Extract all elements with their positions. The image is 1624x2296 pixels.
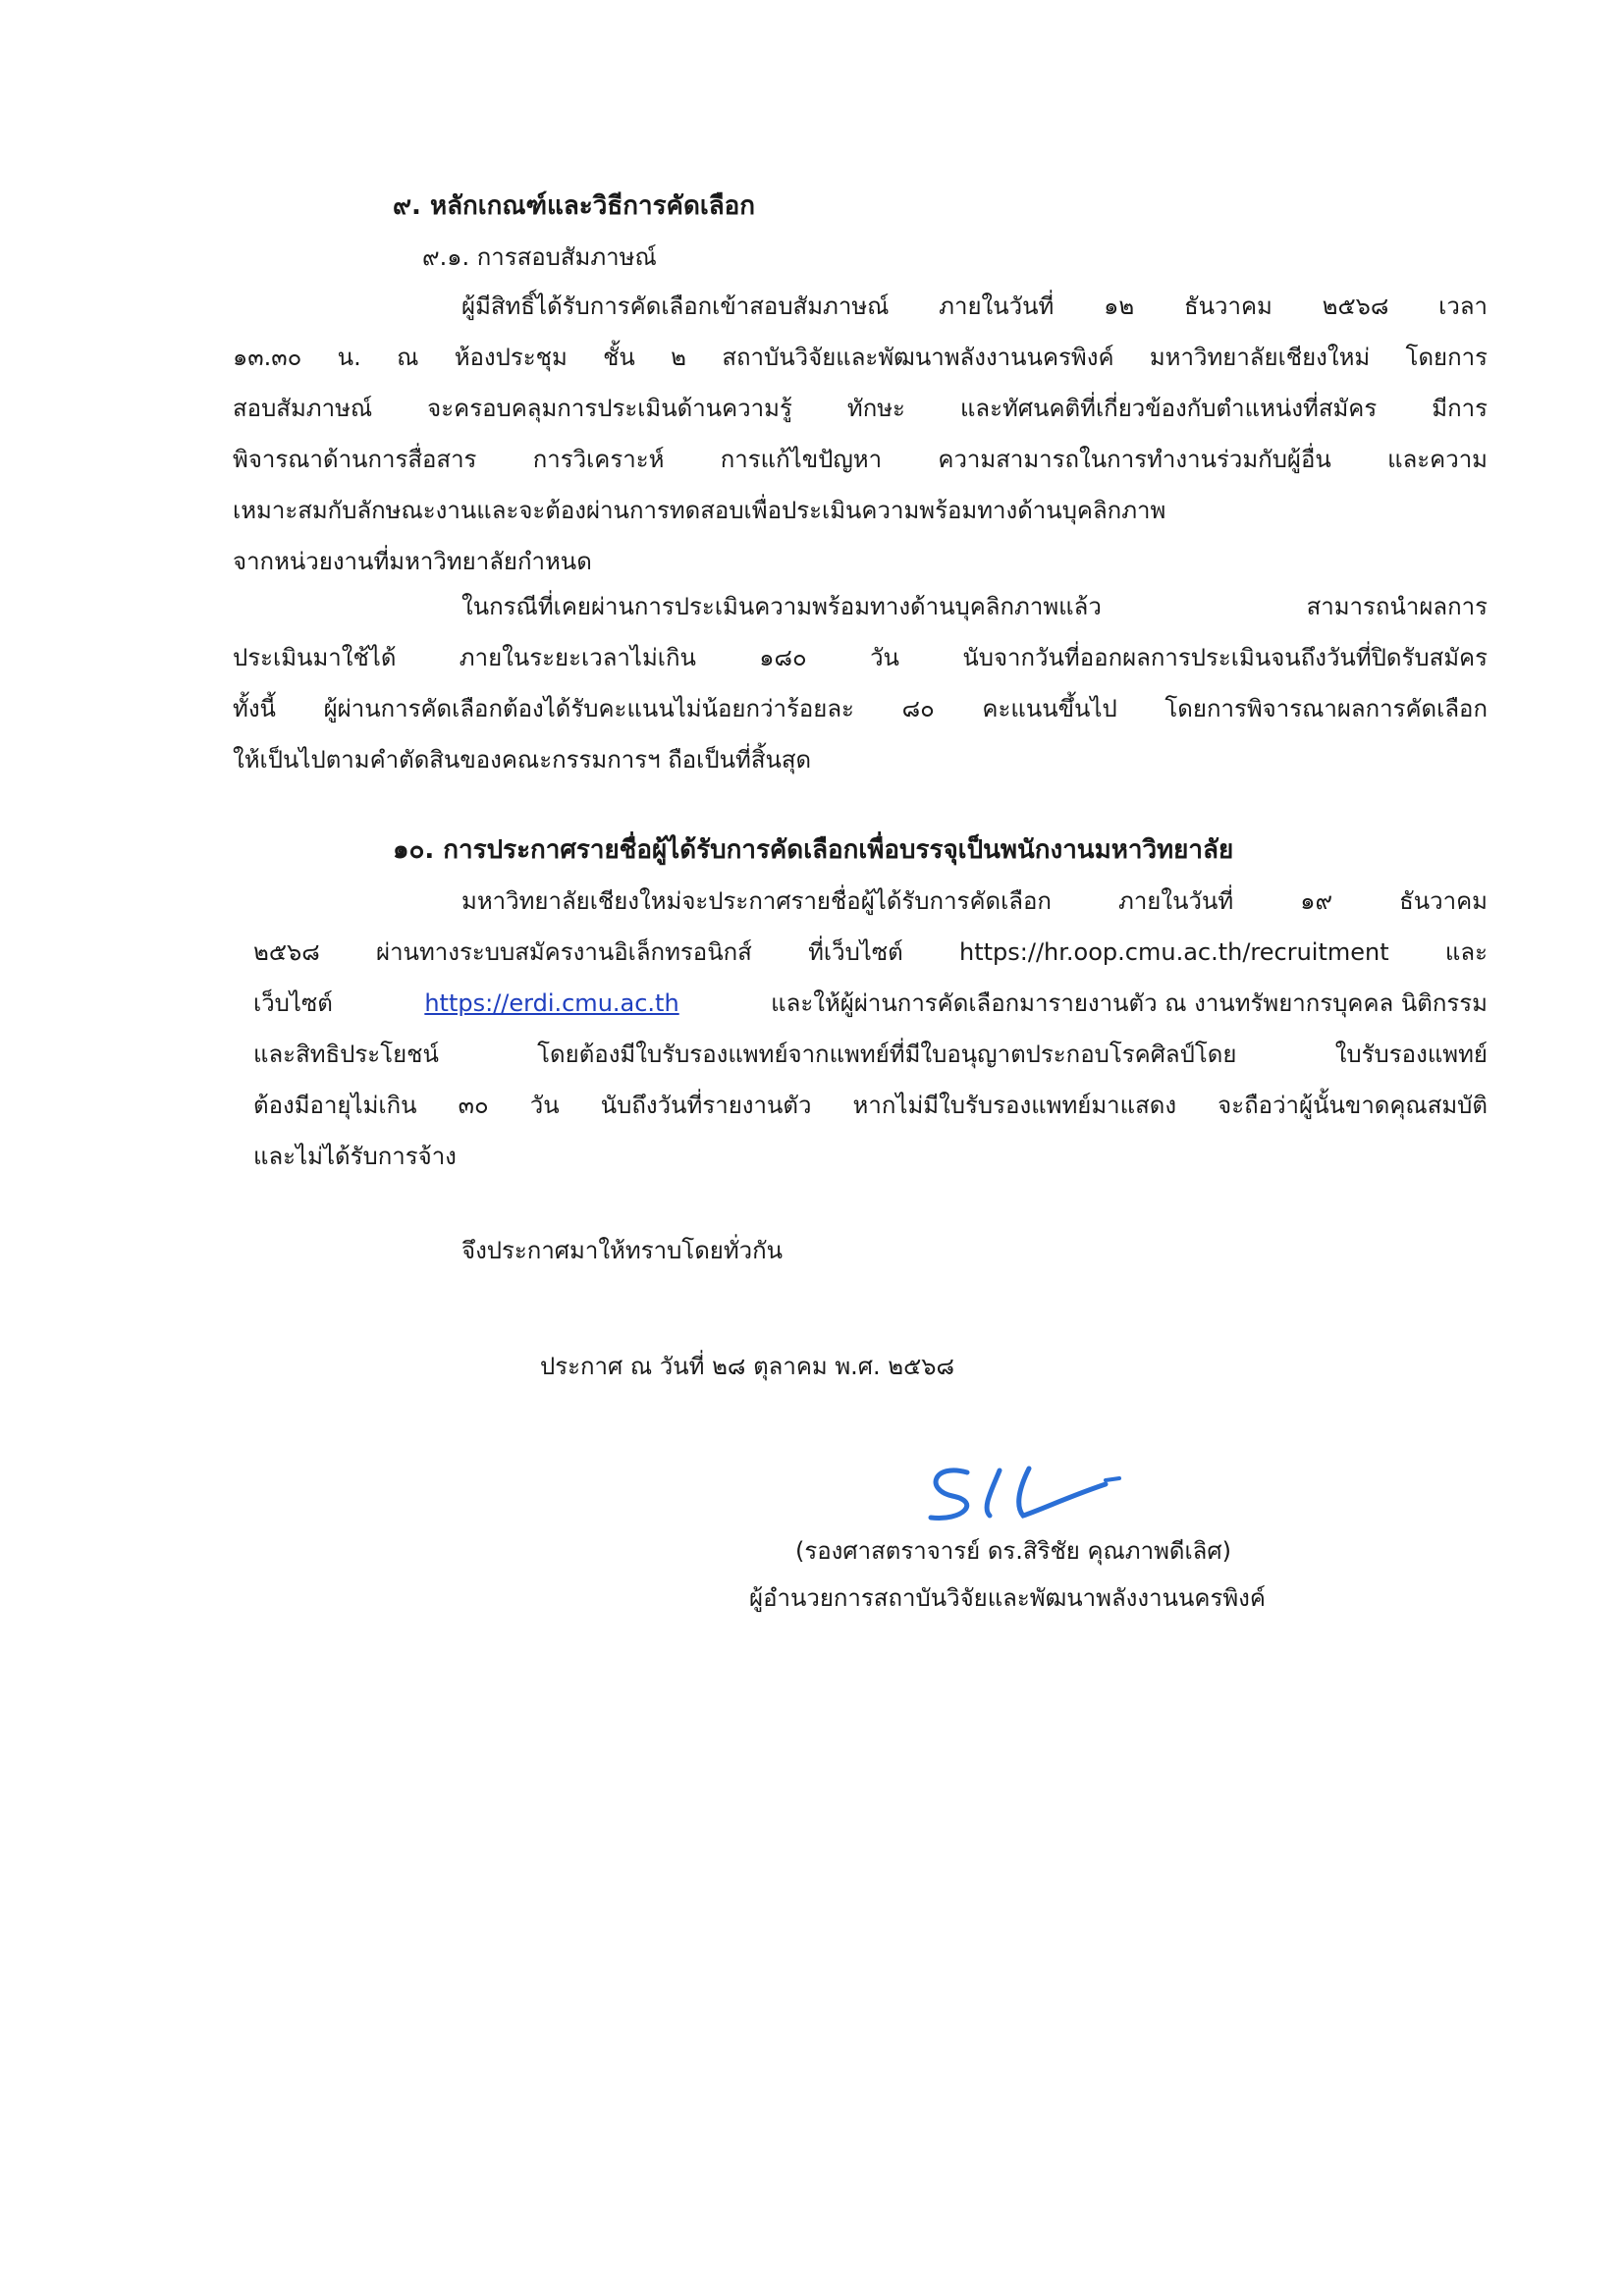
announcement-date: ประกาศ ณ วันที่ ๒๘ ตุลาคม พ.ศ. ๒๕๖๘ (540, 1353, 955, 1380)
section10-line: มหาวิทยาลัยเชียงใหม่จะประกาศรายชื่อผู้ได้รับการคัดเลือก ภายในวันที่ ๑๙ ธันวาคม (461, 887, 1488, 915)
para1-line: จากหน่วยงานที่มหาวิทยาลัยกำหนด (233, 548, 592, 575)
section-9-1-subheading: ๙.๑. การสอบสัมภาษณ์ (422, 243, 657, 271)
section10-line: ต้องมีอายุไม่เกิน ๓๐ วัน นับถึงวันที่รายงานตัว หากไม่มีใบรับรองแพทย์มาแสดง จะถือว่าผู้นั้นขาดคุณสมบัติ (253, 1092, 1488, 1119)
para1-line: ผู้มีสิทธิ์ได้รับการคัดเลือกเข้าสอบสัมภาษณ์ ภายในวันที่ ๑๒ ธันวาคม ๒๕๖๘ เวลา (461, 293, 1488, 320)
para2-line: ประเมินมาใช้ได้ ภายในระยะเวลาไม่เกิน ๑๘๐ วัน นับจากวันที่ออกผลการประเมินจนถึงวันที่ปิดรับสมัคร (233, 644, 1488, 671)
erdi-website-link[interactable]: https://erdi.cmu.ac.th (424, 989, 679, 1017)
signatory-name: (รองศาสตราจารย์ ดร.สิริชัย คุณภาพดีเลิศ) (795, 1537, 1231, 1565)
para2-line: ในกรณีที่เคยผ่านการประเมินความพร้อมทางด้านบุคลิกภาพแล้ว สามารถนำผลการ (461, 593, 1488, 620)
section10-line: และสิทธิประโยชน์ โดยต้องมีใบรับรองแพทย์จากแพทย์ที่มีใบอนุญาตประกอบโรคศิลป์โดย ใบรับรองแพทย์ (253, 1041, 1488, 1068)
signature-icon (913, 1451, 1139, 1529)
section10-link-line (253, 986, 1488, 1021)
section-10-heading: ๑๐. การประกาศรายชื่อผู้ได้รับการคัดเลือกเพื่อบรรจุเป็นพนักงานมหาวิทยาลัย (393, 835, 1234, 865)
section10-line: ๒๕๖๘ ผ่านทางระบบสมัครงานอิเล็กทรอนิกส์ ที่เว็บไซต์ https://hr.oop.cmu.ac.th/recruitment และ (253, 938, 1488, 966)
section-9-heading: ๙. หลักเกณฑ์และวิธีการคัดเลือก (393, 191, 756, 221)
para1-line: สอบสัมภาษณ์ จะครอบคลุมการประเมินด้านความรู้ ทักษะ และทัศนคติที่เกี่ยวข้องกับตำแหน่งที่สมัคร มีการ (233, 395, 1488, 422)
para2-line: ทั้งนี้ ผู้ผ่านการคัดเลือกต้องได้รับคะแนนไม่น้อยกว่าร้อยละ ๘๐ คะแนนขึ้นไป โดยการพิจารณาผลการคัดเลือก (233, 695, 1488, 722)
para2-line: ให้เป็นไปตามคำตัดสินของคณะกรรมการฯ ถือเป็นที่สิ้นสุด (233, 746, 812, 774)
closing-announcement: จึงประกาศมาให้ทราบโดยทั่วกัน (461, 1237, 784, 1264)
para1-line: พิจารณาด้านการสื่อสาร การวิเคราะห์ การแก้ไขปัญหา ความสามารถในการทำงานร่วมกับผู้อื่น และความ (233, 446, 1488, 473)
report-instructions: และให้ผู้ผ่านการคัดเลือกมารายงานตัว ณ งานทรัพยากรบุคคล นิติกรรม (771, 989, 1488, 1017)
para1-line: เหมาะสมกับลักษณะงานและจะต้องผ่านการทดสอบเพื่อประเมินความพร้อมทางด้านบุคลิกภาพ (233, 497, 1166, 524)
signatory-position: ผู้อำนวยการสถาบันวิจัยและพัฒนาพลังงานนครพิงค์ (749, 1584, 1266, 1612)
para1-line: ๑๓.๓๐ น. ณ ห้องประชุม ชั้น ๒ สถาบันวิจัยและพัฒนาพลังงานนครพิงค์ มหาวิทยาลัยเชียงใหม่ โดยการ (233, 344, 1488, 371)
section10-line: และไม่ได้รับการจ้าง (253, 1143, 457, 1170)
website-label: เว็บไซต์ (253, 989, 333, 1017)
